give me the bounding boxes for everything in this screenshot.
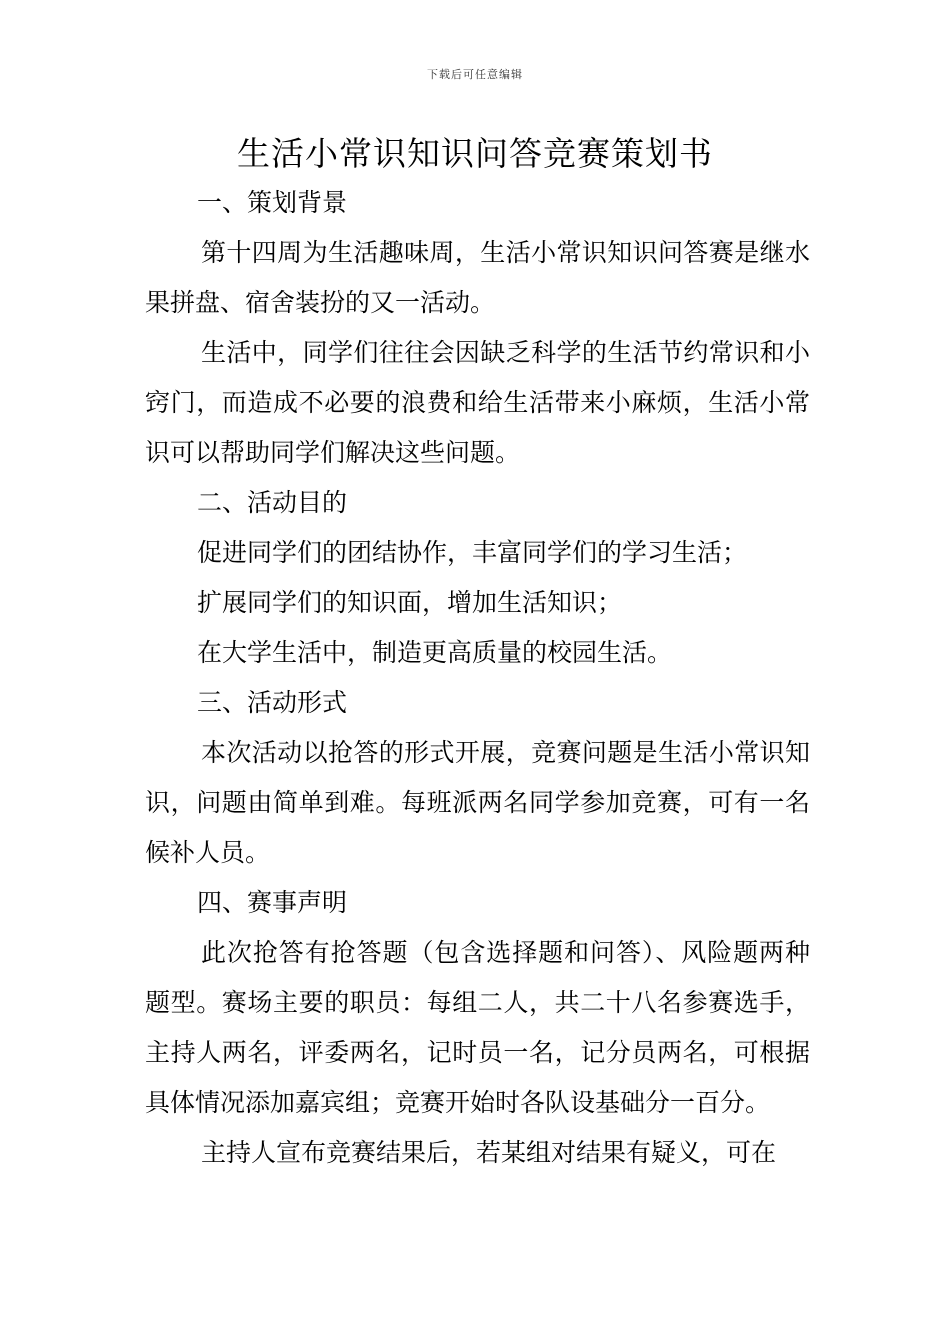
paragraph-format: 本次活动以抢答的形式开展，竞赛问题是生活小常识知识，问题由简单到难。每班派两名同学参加竞赛，可有一名候补人员。: [145, 738, 810, 867]
section-heading-purpose: 二、活动目的: [197, 488, 348, 517]
paragraph-statement-2: 主持人宣布竞赛结果后，若某组对结果有疑义，可在: [201, 1138, 777, 1167]
document-title: 生活小常识知识问答竞赛策划书: [237, 134, 713, 173]
section-heading-statement: 四、赛事声明: [197, 888, 348, 917]
purpose-item-1: 促进同学们的团结协作，丰富同学们的学习生活；: [197, 538, 748, 567]
header-note: 下载后可任意编辑: [427, 68, 523, 81]
paragraph-statement-1: 此次抢答有抢答题（包含选择题和问答）、风险题两种题型。赛场主要的职员：每组二人，共二十八名参赛选手，主持人两名，评委两名，记时员一名，记分员两名，可根据具体情况添加嘉宾组；竞赛开始时各队设基础分一百分。: [145, 938, 810, 1117]
section-heading-format: 三、活动形式: [197, 688, 348, 717]
purpose-item-2: 扩展同学们的知识面，增加生活知识；: [197, 588, 623, 617]
document-body: [145, 178, 810, 1178]
paragraph-background-2: 生活中，同学们往往会因缺乏科学的生活节约常识和小窍门，而造成不必要的浪费和给生活带来小麻烦，生活小常识可以帮助同学们解决这些问题。: [145, 338, 810, 467]
paragraph-background-1: 第十四周为生活趣味周，生活小常识知识问答赛是继水果拼盘、宿舍装扮的又一活动。: [145, 238, 810, 317]
section-heading-background: 一、策划背景: [197, 188, 348, 217]
purpose-item-3: 在大学生活中，制造更高质量的校园生活。: [197, 638, 673, 667]
